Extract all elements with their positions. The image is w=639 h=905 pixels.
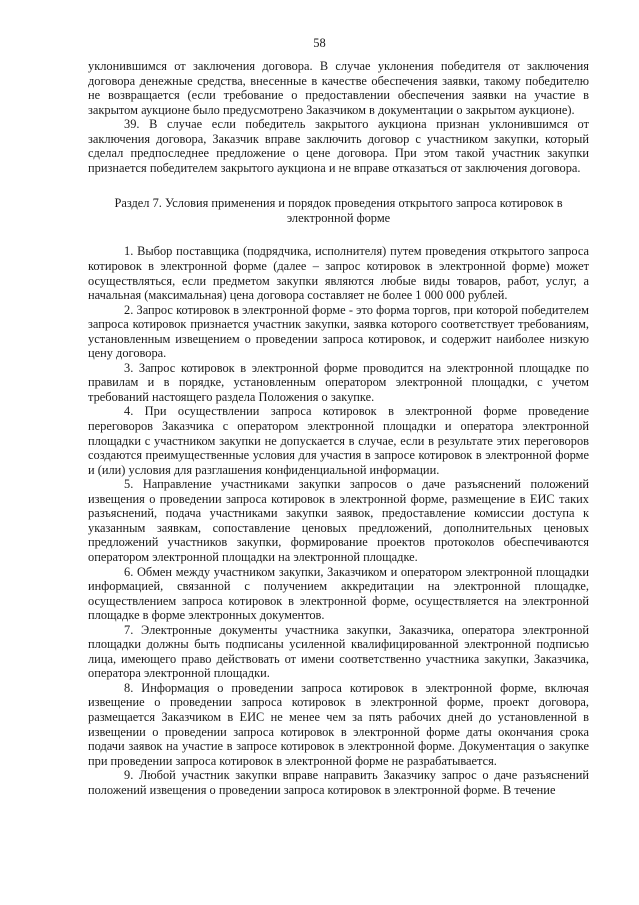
paragraph-39: 39. В случае если победитель закрытого аукциона признан уклонившимся от заключения договора, Заказчик вправе заключить договор с участником закупки, который сделал предпоследнее предложение о цене договора. При этом такой участник закупки признается победителем закрытого аукциона и не вправе отказаться от заключения договора. xyxy=(88,117,589,175)
paragraph-3: 3. Запрос котировок в электронной форме проводится на электронной площадке по правилам и в порядке, установленным оператором электронной площадки, с учетом требований настоящего раздела Положения о закупке. xyxy=(88,360,589,404)
paragraph-9: 9. Любой участник закупки вправе направить Заказчику запрос о даче разъяснений положений извещения о проведении запроса котировок в электронной форме. В течение xyxy=(88,768,589,797)
page-number: 58 xyxy=(313,36,326,50)
paragraph-2: 2. Запрос котировок в электронной форме - это форма торгов, при которой победителем запроса котировок признается участник закупки, заявка которого соответствует требованиям, установленным извещением о проведении запроса котировок, и содержит наиболее низкую цену договора. xyxy=(88,302,589,361)
paragraph-7: 7. Электронные документы участника закупки, Заказчика, оператора электронной площадки должны быть подписаны усиленной квалифицированной электронной подписью лица, имеющего право действовать от имени соответственно участника закупки, Заказчика, оператора электронной площадки. xyxy=(88,622,589,681)
paragraph-8: 8. Информация о проведении запроса котировок в электронной форме, включая извещение о проведении запроса котировок в электронной форме, проект договора, размещается Заказчиком в ЕИС не менее чем за пять рабочих дней до установленной в извещении о проведении запроса котировок в электронной форме даты окончания срока подачи заявок на участие в запросе котировок в электронной форме. Документация о закупке при проведении запроса котировок в электронной форме не разрабатывается. xyxy=(88,680,589,768)
paragraph-6: 6. Обмен между участником закупки, Заказчиком и оператором электронной площадки информацией, связанной с получением аккредитации на электронной площадке, осуществлением запроса котировок в электронной форме, осуществляется на электронной площадке в форме электронных документов. xyxy=(88,564,589,623)
paragraph-5: 5. Направление участниками закупки запросов о даче разъяснений положений извещения о проведении запроса котировок в электронной форме, размещение в ЕИС таких разъяснений, подача участниками закупки заявок, предоставление комиссии доступа к указанным заявкам, сопоставление ценовых предложений, дополнительных ценовых предложений участников закупки, формирование проектов протоколов обеспечиваются оператором электронной площадки на электронной площадке. xyxy=(88,477,589,564)
continued-paragraph: уклонившимся от заключения договора. В случае уклонения победителя от заключения договора денежные средства, внесенные в качестве обеспечения заявки, такому победителю не возвращается (если требование о предоставлении обеспечения заявки на участие в закрытом аукционе было предусмотрено Заказчиком в документации о закрытом аукционе). xyxy=(88,59,589,117)
paragraph-1: 1. Выбор поставщика (подрядчика, исполнителя) путем проведения открытого запроса котировок в электронной форме (далее – запрос котировок в электронной форме) может осуществляться, если предметом закупки являются любые виды товаров, работ, услуг, а начальная (максимальная) цена договора составляет не более 1 000 000 рублей. xyxy=(88,244,589,303)
paragraph-4: 4. При осуществлении запроса котировок в электронной форме проведение переговоров Заказчика с оператором электронной площадки и оператора электронной площадки с участником закупки не допускается в случае, если в результате этих переговоров создаются преимущественные условия для участия в запросе котировок в электронной форме и (или) условия для разглашения конфиденциальной информации. xyxy=(88,404,589,477)
document-body xyxy=(88,59,589,797)
section-title: Раздел 7. Условия применения и порядок проведения открытого запроса котировок в электронной форме xyxy=(114,196,563,225)
